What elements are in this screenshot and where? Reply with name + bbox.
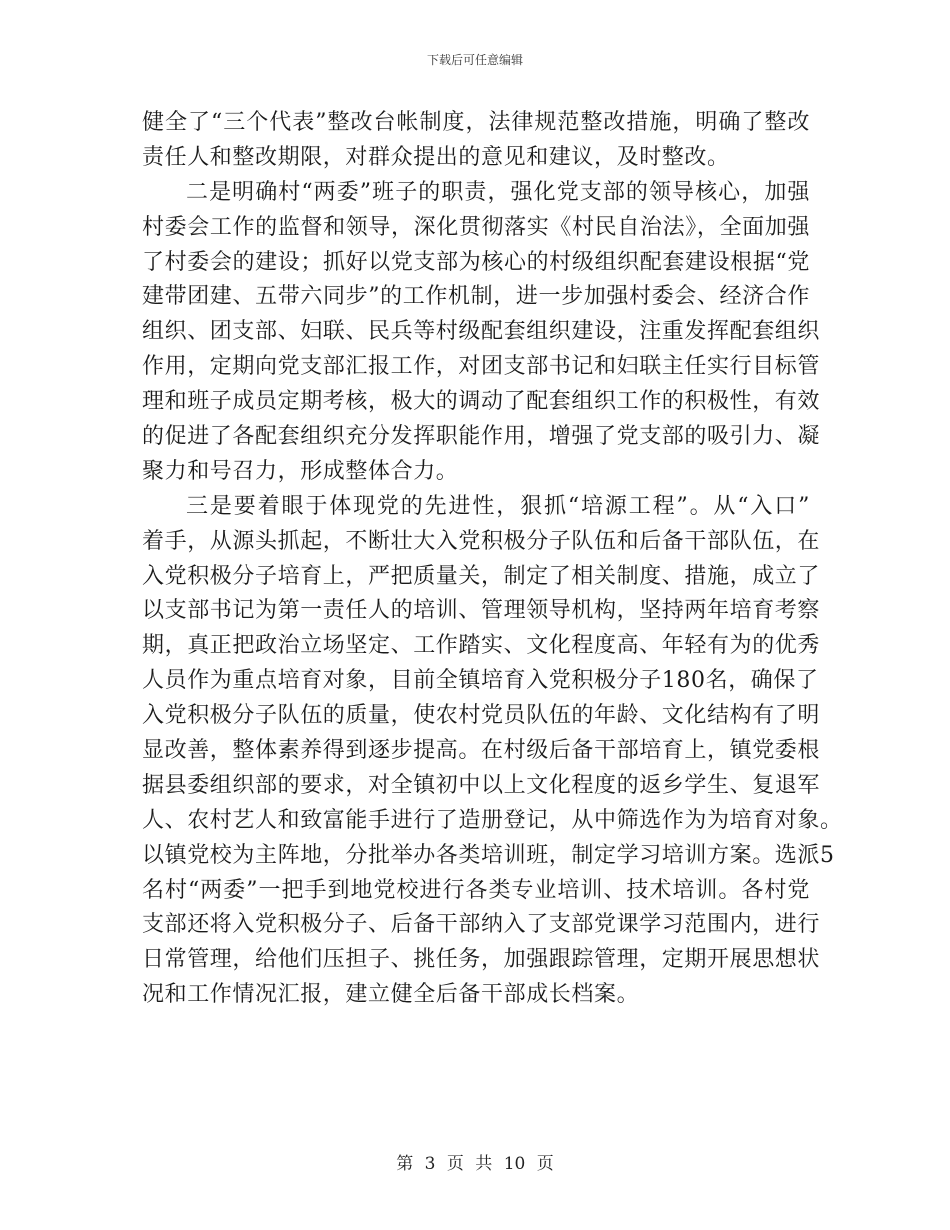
text-line: 作用，定期向党支部汇报工作，对团支部书记和妇联主任实行目标管 <box>142 354 821 380</box>
text-line: 责任人和整改期限，对群众提出的意见和建议，及时整改。 <box>142 144 730 170</box>
text-line: 村委会工作的监督和领导，深化贯彻落实《村民自治法》，全面加强 <box>142 214 810 240</box>
text-line: 况和工作情况汇报，建立健全后备干部成长档案。 <box>142 982 640 1008</box>
text-line: 组织、团支部、妇联、民兵等村级配套组织建设，注重发挥配套组织 <box>142 319 821 345</box>
text-line: 建带团建、五带六同步”的工作机制，进一步加强村委会、经济合作 <box>142 284 810 310</box>
text-line: 据县委组织部的要求，对全镇初中以上文化程度的返乡学生、复退军 <box>142 772 821 798</box>
text-line: 三是要着眼于体现党的先进性，狠抓“培源工程”。从“入口” <box>186 493 810 519</box>
document-body <box>142 106 843 1013</box>
text-line: 了村委会的建设；抓好以党支部为核心的村级组织配套建设根据“党 <box>142 249 810 275</box>
text-line: 人员作为重点培育对象，目前全镇培育入党积极分子180名，确保了 <box>142 668 819 694</box>
page-footer: 第 3 页 共 10 页 <box>396 1154 554 1174</box>
text-line: 显改善，整体素养得到逐步提高。在村级后备干部培育上，镇党委根 <box>142 738 821 764</box>
text-line: 入党积极分子队伍的质量，使农村党员队伍的年龄、文化结构有了明 <box>142 703 821 729</box>
text-line: 名村“两委”一把手到地党校进行各类专业培训、技术培训。各村党 <box>142 877 810 903</box>
text-line: 的促进了各配套组织充分发挥职能作用，增强了党支部的吸引力、凝 <box>142 424 821 450</box>
text-line: 聚力和号召力，形成整体合力。 <box>142 458 459 484</box>
text-line: 健全了“三个代表”整改台帐制度，法律规范整改措施，明确了整改 <box>142 110 810 135</box>
text-line: 支部还将入党积极分子、后备干部纳入了支部党课学习范围内，进行 <box>142 912 821 938</box>
text-line: 着手，从源头抓起，不断壮大入党积极分子队伍和后备干部队伍，在 <box>142 528 821 554</box>
text-line: 理和班子成员定期考核，极大的调动了配套组织工作的积极性，有效 <box>142 389 821 415</box>
text-line: 二是明确村“两委”班子的职责，强化党支部的领导核心，加强 <box>186 179 810 205</box>
text-line: 入党积极分子培育上，严把质量关，制定了相关制度、措施，成立了 <box>142 563 821 589</box>
text-line: 期，真正把政治立场坚定、工作踏实、文化程度高、年轻有为的优秀 <box>142 633 821 659</box>
text-line: 日常管理，给他们压担子、挑任务，加强跟踪管理，定期开展思想状 <box>142 947 821 973</box>
text-line: 以镇党校为主阵地，分批举办各类培训班，制定学习培训方案。选派5 <box>142 842 835 868</box>
text-line: 以支部书记为第一责任人的培训、管理领导机构，坚持两年培育考察 <box>142 598 821 624</box>
page-header: 下载后可任意编辑 <box>426 53 523 67</box>
text-line: 人、农村艺人和致富能手进行了造册登记，从中筛选作为为培育对象。 <box>142 807 843 833</box>
